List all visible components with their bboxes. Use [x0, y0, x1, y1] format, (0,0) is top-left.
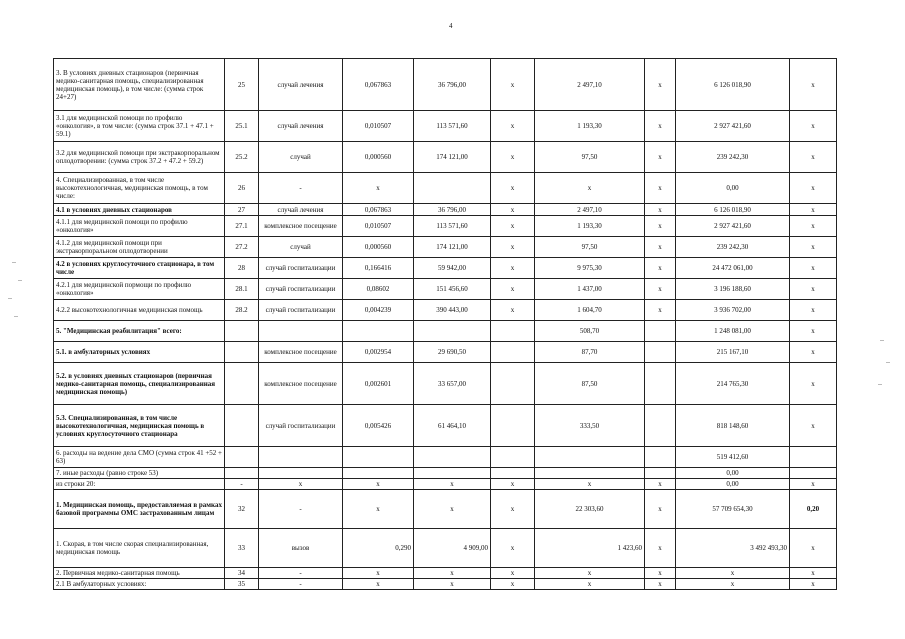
table-cell: 4.2.2 высокотехнологичная медицинская помощь: [54, 300, 225, 321]
table-cell: 390 443,00: [414, 300, 491, 321]
table-cell: [491, 405, 535, 447]
table-cell: x: [491, 59, 535, 111]
table-cell: 519 412,60: [676, 447, 790, 468]
table-cell: 87,70: [535, 342, 645, 363]
table-row: [54, 529, 837, 568]
table-row: [54, 405, 837, 447]
table-cell: x: [491, 479, 535, 490]
table-cell: 1 193,30: [535, 111, 645, 142]
table-cell: 2. Первичная медико-санитарная помощь: [54, 568, 225, 579]
table-cell: x: [343, 479, 414, 490]
table-cell: x: [790, 568, 837, 579]
table-cell: x: [790, 342, 837, 363]
table-cell: x: [535, 568, 645, 579]
table-cell: x: [790, 405, 837, 447]
table-cell: x: [491, 216, 535, 237]
table-cell: 0,00: [676, 468, 790, 479]
table-cell: 28: [225, 258, 259, 279]
table-row: [54, 300, 837, 321]
table-cell: 4.1 в условиях дневных стационаров: [54, 204, 225, 216]
table-cell: 113 571,60: [414, 216, 491, 237]
table-cell: [225, 447, 259, 468]
table-cell: 0,00: [676, 479, 790, 490]
table-cell: x: [790, 142, 837, 173]
table-cell: x: [491, 279, 535, 300]
table-cell: случай лечения: [259, 111, 343, 142]
table-cell: 26: [225, 173, 259, 204]
table-cell: [645, 363, 676, 405]
table-cell: 28.2: [225, 300, 259, 321]
table-cell: 5. "Медицинская реабилитация" всего:: [54, 321, 225, 342]
table-cell: 24 472 061,00: [676, 258, 790, 279]
table-cell: x: [645, 568, 676, 579]
table-cell: 0,002601: [343, 363, 414, 405]
table-cell: случай госпитализации: [259, 405, 343, 447]
table-cell: [225, 405, 259, 447]
table-cell: 25: [225, 59, 259, 111]
table-row: [54, 59, 837, 111]
table-cell: 34: [225, 568, 259, 579]
table-cell: комплексное посещение: [259, 216, 343, 237]
table-cell: [491, 321, 535, 342]
table-cell: 239 242,30: [676, 142, 790, 173]
table-row: [54, 342, 837, 363]
table-cell: x: [790, 237, 837, 258]
table-cell: вызов: [259, 529, 343, 568]
table-cell: x: [645, 204, 676, 216]
table-row: [54, 204, 837, 216]
table-cell: 0,20: [790, 490, 837, 529]
table-cell: 87,50: [535, 363, 645, 405]
table-cell: 27: [225, 204, 259, 216]
table-cell: 818 148,60: [676, 405, 790, 447]
table-cell: 0,067863: [343, 204, 414, 216]
table-cell: x: [491, 142, 535, 173]
table-cell: 3.1 для медицинской помощи по профилю «онкология», в том числе: (сумма строк 37.1 + 47.1 + 59.1): [54, 111, 225, 142]
table-cell: 0,000560: [343, 142, 414, 173]
table-cell: 0,005426: [343, 405, 414, 447]
table-cell: 36 796,00: [414, 204, 491, 216]
table-cell: -: [225, 479, 259, 490]
table-cell: 1 423,60: [535, 529, 645, 568]
table-cell: 0,010507: [343, 216, 414, 237]
table-cell: x: [645, 258, 676, 279]
table-cell: 1. Скорая, в том числе скорая специализированная, медицинская помощь: [54, 529, 225, 568]
table-cell: 28.1: [225, 279, 259, 300]
table-cell: x: [491, 173, 535, 204]
table-row: [54, 142, 837, 173]
table-cell: x: [645, 59, 676, 111]
table-cell: 151 456,60: [414, 279, 491, 300]
table-row: [54, 321, 837, 342]
table-cell: 174 121,00: [414, 237, 491, 258]
table-cell: 0,166416: [343, 258, 414, 279]
table-cell: 0,067863: [343, 59, 414, 111]
table-cell: 1 604,70: [535, 300, 645, 321]
table-cell: случай лечения: [259, 204, 343, 216]
table-cell: 214 765,30: [676, 363, 790, 405]
table-cell: x: [790, 111, 837, 142]
table-cell: 2 497,10: [535, 59, 645, 111]
table-cell: x: [645, 529, 676, 568]
table-cell: x: [535, 173, 645, 204]
table-cell: x: [790, 59, 837, 111]
table-cell: 4.1.1 для медицинской помощи по профилю «онкология»: [54, 216, 225, 237]
table-cell: [645, 468, 676, 479]
table-cell: x: [491, 204, 535, 216]
table-cell: 3 936 702,00: [676, 300, 790, 321]
table-cell: [491, 468, 535, 479]
table-cell: x: [491, 258, 535, 279]
table-cell: [535, 468, 645, 479]
table-cell: 6. расходы на ведение дела СМО (сумма строк 41 +52 + 63): [54, 447, 225, 468]
table-cell: x: [259, 479, 343, 490]
table-cell: x: [343, 568, 414, 579]
table-cell: [790, 447, 837, 468]
table-cell: x: [645, 490, 676, 529]
table-cell: 35: [225, 579, 259, 590]
table-cell: 36 796,00: [414, 59, 491, 111]
table-cell: случай: [259, 142, 343, 173]
table-cell: x: [790, 321, 837, 342]
table-cell: 4.2 в условиях круглосуточного стационара, в том числе: [54, 258, 225, 279]
table-cell: x: [535, 579, 645, 590]
table-cell: [491, 447, 535, 468]
table-cell: из строки 20:: [54, 479, 225, 490]
table-cell: [491, 363, 535, 405]
table-cell: 3.2 для медицинской помощи при экстракорпоральном оплодотворении: (сумма строк 37.2 + 47.2 + 59.2): [54, 142, 225, 173]
table-cell: x: [535, 479, 645, 490]
table-cell: 2 497,10: [535, 204, 645, 216]
table-cell: x: [645, 300, 676, 321]
table-cell: x: [645, 216, 676, 237]
budget-table: [53, 58, 837, 590]
table-row: [54, 111, 837, 142]
table-cell: [790, 468, 837, 479]
table-cell: случай лечения: [259, 59, 343, 111]
table-cell: [225, 468, 259, 479]
table-cell: [343, 447, 414, 468]
table-cell: 61 464,10: [414, 405, 491, 447]
table-cell: x: [790, 363, 837, 405]
table-cell: 333,50: [535, 405, 645, 447]
table-cell: x: [790, 279, 837, 300]
table-cell: x: [414, 479, 491, 490]
table-cell: x: [645, 237, 676, 258]
table-cell: x: [491, 300, 535, 321]
table-cell: 33 657,00: [414, 363, 491, 405]
table-cell: [645, 342, 676, 363]
table-cell: x: [491, 529, 535, 568]
table-cell: 0,290: [343, 529, 414, 568]
table-row: [54, 279, 837, 300]
table-cell: [535, 447, 645, 468]
table-cell: 3. В условиях дневных стационаров (первичная медико-санитарная помощь, специализированная медицинская помощь), в том числе: (сумма строк 24+27): [54, 59, 225, 111]
table-cell: 1 248 081,00: [676, 321, 790, 342]
table-cell: 113 571,60: [414, 111, 491, 142]
table-cell: [645, 321, 676, 342]
table-cell: 22 303,60: [535, 490, 645, 529]
table-cell: [645, 405, 676, 447]
table-cell: 9 975,30: [535, 258, 645, 279]
table-cell: случай: [259, 237, 343, 258]
table-cell: x: [343, 579, 414, 590]
table-cell: x: [645, 579, 676, 590]
table-row: [54, 579, 837, 590]
table-cell: -: [259, 568, 343, 579]
table-cell: комплексное посещение: [259, 342, 343, 363]
table-cell: x: [491, 579, 535, 590]
table-cell: 33: [225, 529, 259, 568]
table-cell: x: [414, 490, 491, 529]
table-cell: 2 927 421,60: [676, 111, 790, 142]
table-cell: [645, 447, 676, 468]
table-row: [54, 173, 837, 204]
table-cell: x: [414, 568, 491, 579]
table-cell: 0,002954: [343, 342, 414, 363]
table-cell: [259, 468, 343, 479]
table-cell: комплексное посещение: [259, 363, 343, 405]
table-cell: 32: [225, 490, 259, 529]
table-cell: [343, 468, 414, 479]
table-cell: x: [790, 173, 837, 204]
table-cell: [225, 342, 259, 363]
table-cell: x: [790, 479, 837, 490]
table-cell: x: [645, 142, 676, 173]
table-cell: случай госпитализации: [259, 258, 343, 279]
table-cell: 0,004239: [343, 300, 414, 321]
table-row: [54, 447, 837, 468]
table-cell: x: [790, 258, 837, 279]
table-cell: [343, 321, 414, 342]
table-cell: 174 121,00: [414, 142, 491, 173]
table-cell: 4.2.1 для медицинской пормощи по профилю «онкология»: [54, 279, 225, 300]
table-cell: 0,010507: [343, 111, 414, 142]
table-cell: 29 690,50: [414, 342, 491, 363]
table-row: [54, 468, 837, 479]
table-cell: x: [645, 279, 676, 300]
table-cell: x: [645, 111, 676, 142]
table-cell: 239 242,30: [676, 237, 790, 258]
table-cell: x: [790, 529, 837, 568]
table-cell: 4. Специализированная, в том числе высокотехнологичная, медицинская помощь, в том числе:: [54, 173, 225, 204]
table-cell: x: [343, 490, 414, 529]
table-row: [54, 479, 837, 490]
table-cell: 5.3. Специализированная, в том числе высокотехнологичная, медицинская помощь в условиях круглосуточного стационара: [54, 405, 225, 447]
table-cell: -: [259, 173, 343, 204]
table-cell: [491, 342, 535, 363]
table-cell: 7. иные расходы (равно строке 53): [54, 468, 225, 479]
table-cell: x: [676, 579, 790, 590]
table-cell: 6 126 018,90: [676, 204, 790, 216]
table-cell: -: [259, 579, 343, 590]
table-cell: x: [676, 568, 790, 579]
table-cell: x: [790, 579, 837, 590]
table-cell: x: [790, 216, 837, 237]
table-cell: 5.1. в амбулаторных условиях: [54, 342, 225, 363]
table-cell: -: [259, 490, 343, 529]
table-cell: 0,000560: [343, 237, 414, 258]
table-row: [54, 237, 837, 258]
table-cell: 508,70: [535, 321, 645, 342]
table-cell: 6 126 018,90: [676, 59, 790, 111]
table-cell: [414, 468, 491, 479]
table-cell: [259, 447, 343, 468]
table-cell: x: [790, 300, 837, 321]
table-cell: x: [343, 173, 414, 204]
table-cell: x: [491, 490, 535, 529]
table-cell: 2.1 В амбулаторных условиях:: [54, 579, 225, 590]
table-cell: 1 437,00: [535, 279, 645, 300]
table-cell: 1 193,30: [535, 216, 645, 237]
table-cell: x: [790, 204, 837, 216]
table-cell: 97,50: [535, 237, 645, 258]
table-cell: 27.2: [225, 237, 259, 258]
table-cell: [414, 173, 491, 204]
table-cell: 1. Медицинская помощь, предоставляемая в рамках базовой программы ОМС застрахованным лицам: [54, 490, 225, 529]
table-cell: 25.1: [225, 111, 259, 142]
table-cell: 215 167,10: [676, 342, 790, 363]
table-cell: [414, 321, 491, 342]
table-row: [54, 258, 837, 279]
table-row: [54, 216, 837, 237]
table-cell: 2 927 421,60: [676, 216, 790, 237]
table-cell: случай госпитализации: [259, 279, 343, 300]
table-cell: 27.1: [225, 216, 259, 237]
table-cell: 4.1.2 для медицинской помощи при экстракорпоральном оплодотворении: [54, 237, 225, 258]
table-cell: 25.2: [225, 142, 259, 173]
table-cell: 97,50: [535, 142, 645, 173]
table-cell: 59 942,00: [414, 258, 491, 279]
table-cell: 57 709 654,30: [676, 490, 790, 529]
table-row: [54, 490, 837, 529]
table-row: [54, 363, 837, 405]
table-cell: x: [414, 579, 491, 590]
table-cell: 3 492 493,30: [676, 529, 790, 568]
table-cell: x: [491, 237, 535, 258]
table-cell: [225, 321, 259, 342]
table-cell: 3 196 188,60: [676, 279, 790, 300]
table-cell: 5.2. в условиях дневных стационаров (первичная медико-санитарная помощь, специализированная медицинская помощь): [54, 363, 225, 405]
table-cell: [414, 447, 491, 468]
table-cell: 4 909,00: [414, 529, 491, 568]
table-cell: 0,08602: [343, 279, 414, 300]
table-cell: [225, 363, 259, 405]
table-row: [54, 568, 837, 579]
table-cell: x: [491, 568, 535, 579]
page-number: 4: [449, 22, 453, 30]
table-cell: 0,00: [676, 173, 790, 204]
table-cell: x: [645, 479, 676, 490]
table-body: [54, 59, 837, 590]
table-cell: x: [645, 173, 676, 204]
table-cell: [259, 321, 343, 342]
table-cell: случай госпитализации: [259, 300, 343, 321]
table-cell: x: [491, 111, 535, 142]
